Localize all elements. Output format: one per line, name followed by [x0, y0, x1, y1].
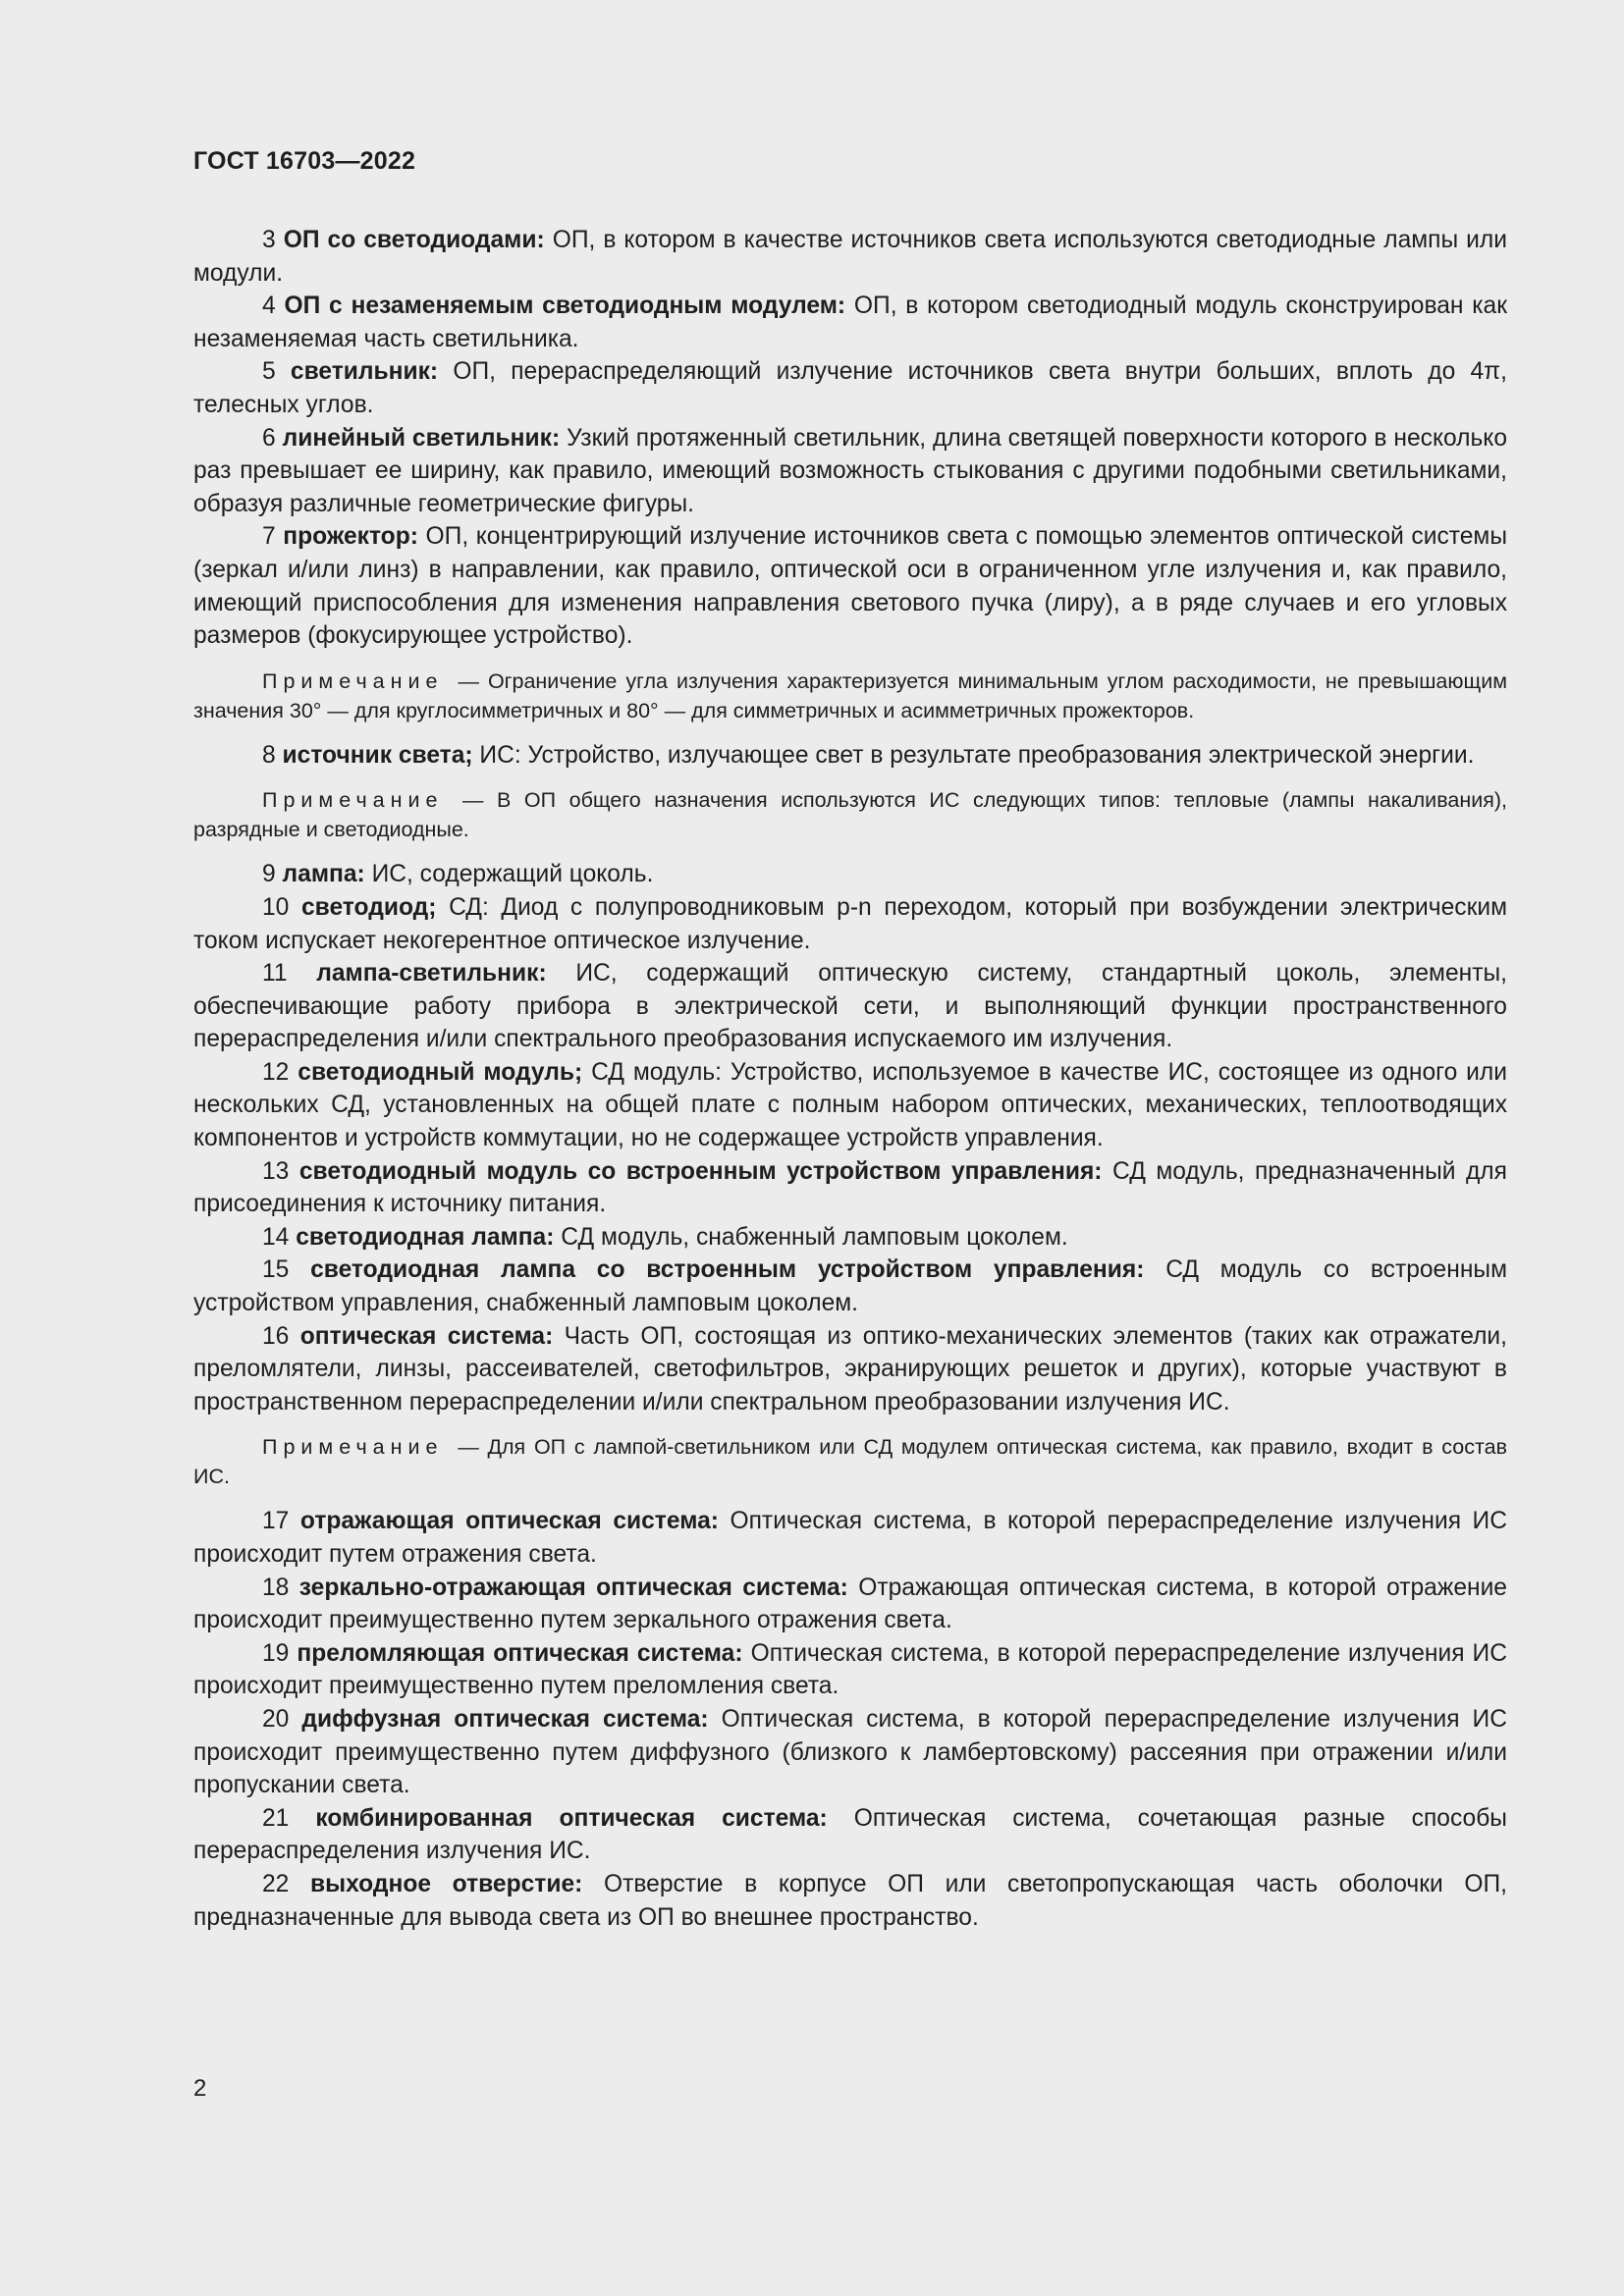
term-name: ОП с незаменяемым светодиодным модулем:	[284, 293, 846, 320]
term-number: 3	[262, 227, 276, 253]
term-name: светодиодный модуль со встроенным устройством управления:	[298, 1157, 1103, 1185]
term-definition: Узкий протяженный светильник, длина светящей поверхности которого в несколько раз превышает ее ширину, как правило, имеющий возможность стыкования с другими подобными светильниками, образуя различные геометрические фигуры.	[193, 424, 1507, 517]
term-entry-7	[193, 520, 1507, 652]
page-number: 2	[193, 2075, 207, 2102]
term-entry-8	[193, 739, 1507, 773]
term-name: лампа-светильник:	[316, 960, 547, 988]
term-entry-15	[193, 1254, 1507, 1319]
note-paragraph	[193, 1432, 1507, 1491]
term-name: светодиодная лампа со встроенным устройством управления:	[310, 1256, 1145, 1284]
term-number: 12	[262, 1058, 290, 1086]
term-entry-4	[193, 290, 1507, 355]
term-name: светильник:	[290, 358, 439, 386]
term-definition: СД модуль: Устройство, используемое в качестве ИС, состоящее из одного или нескольких СД, установленных на общей плате с полным набором оптических, механических, теплоотводящих компонентов и устройств коммутации, но не содержащее устройств управления.	[193, 1058, 1507, 1152]
note-label: Примечание	[262, 668, 444, 693]
term-number: 7	[262, 523, 276, 551]
term-entry-21	[193, 1802, 1507, 1868]
term-name: диффузная оптическая система:	[301, 1705, 709, 1733]
note-text: — В ОП общего назначения используются ИС следующих типов: тепловые (лампы накаливания), разрядные и светодиодные.	[193, 788, 1507, 842]
note-paragraph	[193, 785, 1507, 844]
term-entry-9	[193, 858, 1507, 891]
term-name: комбинированная оптическая система:	[315, 1804, 828, 1832]
term-number: 8	[262, 741, 276, 769]
term-definition: СД модуль, снабженный ламповым цоколем.	[554, 1223, 1068, 1251]
term-entry-14	[193, 1221, 1507, 1255]
term-entry-16	[193, 1320, 1507, 1419]
term-number: 20	[262, 1705, 290, 1733]
term-name: светодиод;	[300, 893, 437, 921]
term-definition: Отражающая оптическая система, в которой отражение происходит преимущественно путем зеркального отражения света.	[193, 1574, 1507, 1634]
term-number: 9	[262, 861, 276, 888]
note-paragraph	[193, 667, 1507, 725]
note-label: Примечание	[262, 788, 444, 813]
term-number: 14	[262, 1223, 290, 1251]
term-entry-11	[193, 957, 1507, 1056]
term-entry-6	[193, 422, 1507, 521]
note-text: — Для ОП с лампой-светильником или СД модулем оптическая система, как правило, входит в состав ИС.	[193, 1435, 1507, 1489]
term-name: светодиодный модуль;	[298, 1058, 583, 1086]
term-definition: СД: Диод с полупроводниковым p-n переходом, который при возбуждении электрическим током испускает некогерентное оптическое излучение.	[193, 893, 1507, 954]
term-name: лампа:	[282, 861, 365, 888]
term-number: 17	[262, 1508, 290, 1535]
term-definition: Оптическая система, в которой перераспределение излучения ИС происходит преимущественно путем преломления света.	[193, 1639, 1507, 1700]
term-definition: ОП, перераспределяющий излучение источников света внутри больших, вплоть до 4π, телесных углов.	[193, 358, 1507, 418]
term-definition: Часть ОП, состоящая из оптико-механических элементов (таких как отражатели, преломлятели, линзы, рассеивателей, светофильтров, экранирующих решеток и других), которые участвуют в пространственном перераспределении и/или спектральном преобразовании излучения ИС.	[193, 1322, 1508, 1415]
term-name: отражающая оптическая система:	[299, 1508, 719, 1535]
term-number: 22	[262, 1870, 290, 1897]
term-number: 6	[262, 424, 276, 452]
term-definition: ОП, в котором в качестве источников света используются светодиодные лампы или модули.	[193, 227, 1508, 287]
term-number: 16	[262, 1322, 290, 1350]
term-number: 4	[262, 293, 276, 320]
standard-code-header: ГОСТ 16703—2022	[193, 147, 416, 175]
term-entry-3	[193, 224, 1507, 290]
term-name: оптическая система:	[299, 1322, 554, 1350]
note-text: — Ограничение угла излучения характеризуется минимальным углом расходимости, не превышающим значения 30° — для круглосимметричных и 80° — для симметричных и асимметричных прожекторов.	[193, 668, 1507, 722]
term-entry-12	[193, 1056, 1507, 1155]
term-entry-19	[193, 1637, 1507, 1703]
term-definition: Отверстие в корпусе ОП или светопропускающая часть оболочки ОП, предназначенные для вывода света из ОП во внешнее пространство.	[193, 1870, 1507, 1931]
term-name: источник света;	[282, 741, 473, 769]
term-entry-13	[193, 1155, 1507, 1221]
term-definition: ОП, в котором светодиодный модуль сконструирован как незаменяемая часть светильника.	[193, 293, 1507, 352]
term-entry-5	[193, 355, 1507, 421]
term-entry-20	[193, 1703, 1507, 1802]
term-name: ОП со светодиодами:	[283, 227, 545, 253]
term-number: 5	[262, 358, 276, 386]
terms-list	[193, 224, 1507, 1934]
term-name: линейный светильник:	[282, 424, 561, 452]
term-entry-17	[193, 1505, 1507, 1571]
term-number: 13	[262, 1157, 290, 1185]
term-number: 19	[262, 1639, 290, 1667]
term-number: 10	[262, 893, 290, 921]
term-entry-18	[193, 1572, 1507, 1637]
term-name: светодиодная лампа:	[296, 1223, 555, 1251]
term-entry-22	[193, 1868, 1507, 1934]
term-number: 11	[262, 960, 288, 988]
term-definition: Оптическая система, в которой перераспределение излучения ИС происходит преимущественно путем диффузного (близкого к ламбертовскому) рассеяния при отражении и/или пропускании света.	[193, 1705, 1507, 1799]
term-name: зеркально-отражающая оптическая система:	[298, 1574, 848, 1601]
term-name: прожектор:	[283, 523, 418, 551]
term-number: 15	[262, 1256, 290, 1284]
term-definition: ИС, содержащий цоколь.	[364, 861, 654, 888]
term-name: преломляющая оптическая система:	[297, 1639, 743, 1667]
term-definition: Оптическая система, в которой перераспределение излучения ИС происходит путем отражения света.	[193, 1508, 1507, 1568]
term-number: 21	[262, 1804, 290, 1832]
term-definition: СД модуль со встроенным устройством управления, снабженный ламповым цоколем.	[193, 1256, 1507, 1317]
note-label: Примечание	[262, 1435, 444, 1460]
term-definition: ОП, концентрирующий излучение источников света с помощью элементов оптической системы (зеркал и/или линз) в направлении, как правило, оптической оси в ограниченном угле излучения и, как правило, имеющий приспособления для изменения направления светового пучка (лиру), а в ряде случаев и его угловых размеров (фокусирующее устройство).	[193, 523, 1507, 650]
term-definition: ИС: Устройство, излучающее свет в результате преобразования электрической энергии.	[472, 741, 1475, 769]
term-definition: СД модуль, предназначенный для присоединения к источнику питания.	[193, 1157, 1507, 1218]
term-number: 18	[262, 1574, 290, 1601]
term-entry-10	[193, 891, 1507, 957]
term-name: выходное отверстие:	[310, 1870, 583, 1897]
term-definition: ИС, содержащий оптическую систему, стандартный цоколь, элементы, обеспечивающие работу прибора в электрической сети, и выполняющий функции пространственного перераспределения и/или спектрального преобразования испускаемого им излучения.	[193, 960, 1507, 1053]
term-definition: Оптическая система, сочетающая разные способы перераспределения излучения ИС.	[193, 1804, 1507, 1865]
